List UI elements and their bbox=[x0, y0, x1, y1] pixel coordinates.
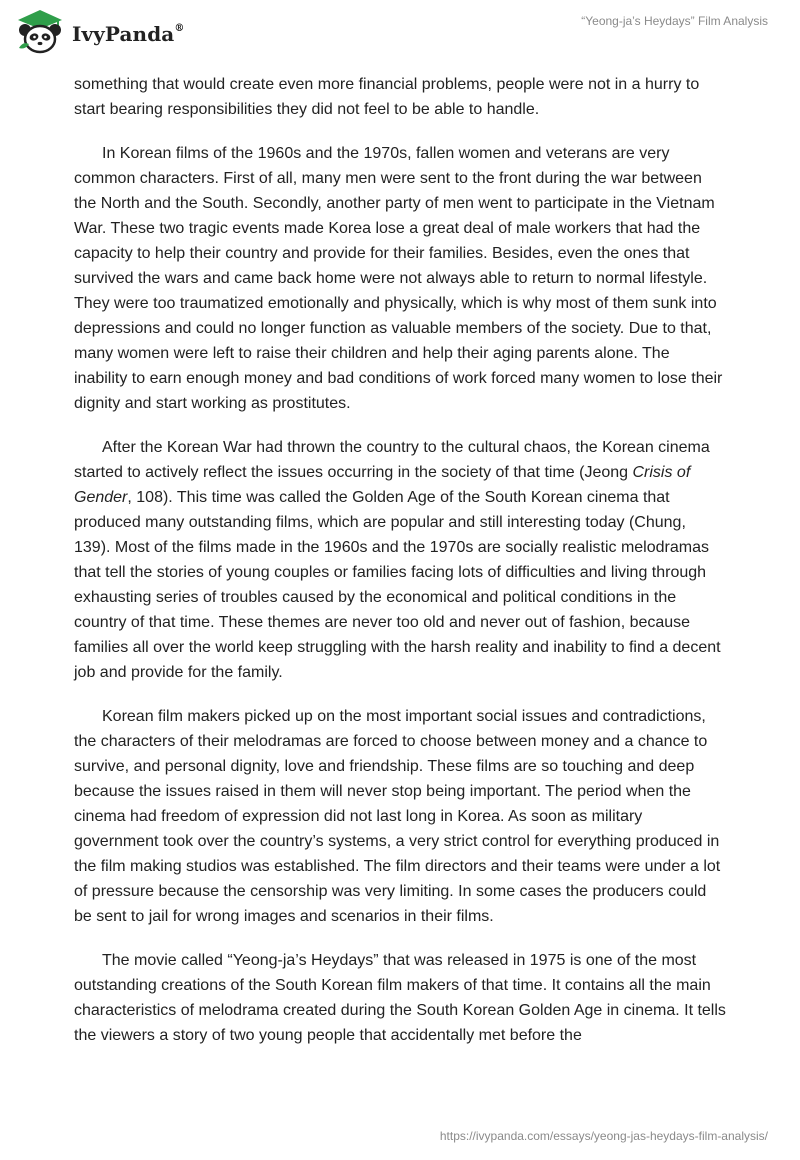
paragraph-continuation: something that would create even more financial problems, people were not in a hurry to start bearing responsibilities they did not feel to be able to handle. bbox=[74, 76, 700, 118]
registered-mark: ® bbox=[174, 23, 185, 35]
brand-name: IvyPanda® bbox=[72, 22, 185, 46]
paragraph: In Korean films of the 1960s and the 1970s, fallen women and veterans are very common characters. First of all, many men were sent to the front during the war between the North and the South. Secondly, another party of men went to participate in the Vietnam War. These two tragic events made Korea lose a great deal of male workers that had the capacity to help their country and provide for their families. Besides, even the ones that survived the wars and came back home were not always able to return to normal lifestyle. They were too traumatized emotionally and physically, which is why most of them sunk into depressions and could no longer function as valuable members of the society. Due to that, many women were left to raise their children and help their aging parents alone. The inability to earn enough money and bad conditions of work forced many women to lose their dignity and start working as prostitutes. bbox=[74, 145, 723, 412]
document-title: “Yeong-ja’s Heydays” Film Analysis bbox=[581, 14, 768, 28]
brand-logo[interactable] bbox=[14, 8, 184, 56]
essay-body bbox=[74, 72, 726, 1067]
source-url[interactable]: https://ivypanda.com/essays/yeong-jas-heydays-film-analysis/ bbox=[439, 1129, 768, 1143]
cited-work-title: Crisis of Gender bbox=[74, 464, 691, 506]
paragraph bbox=[74, 435, 726, 685]
page-header bbox=[0, 0, 800, 60]
panda-graduation-cap-icon bbox=[14, 8, 66, 56]
paragraph: The movie called “Yeong-ja’s Heydays” that was released in 1975 is one of the most outstanding creations of the South Korean film makers of that time. It contains all the main characteristics of melodrama created during the South Korean Golden Age in cinema. It tells the viewers a story of two young people that accidentally met before the bbox=[74, 952, 726, 1044]
paragraph-text: , 108). This time was called the Golden Age of the South Korean cinema that produced many outstanding films, which are popular and still interesting today (Chung, 139). Most of the films made in the 1960s and the 1970s are socially realistic melodramas that tell the stories of young couples or families facing lots of difficulties and living through exhausting series of troubles caused by the economical and political conditions in the country of that time. These themes are never too old and never out of fashion, because families all over the world keep struggling with the harsh reality and inability to find a decent job and provide for the family. bbox=[74, 489, 721, 681]
paragraph: Korean film makers picked up on the most important social issues and contradictions, the characters of their melodramas are forced to choose between money and a chance to survive, and personal dignity, love and friendship. These films are so touching and deep because the issues raised in them will never stop being important. The period when the cinema had freedom of expression did not last long in Korea. As soon as military government took over the country’s systems, a very strict control for everything produced in the film making studios was established. The film directors and their teams were under a lot of pressure because the censorship was very limiting. In some cases the producers could be sent to jail for wrong images and scenarios in their films. bbox=[74, 708, 721, 925]
paragraph-text: After the Korean War had thrown the country to the cultural chaos, the Korean cinema started to actively reflect the issues occurring in the society of that time (Jeong bbox=[74, 439, 710, 481]
